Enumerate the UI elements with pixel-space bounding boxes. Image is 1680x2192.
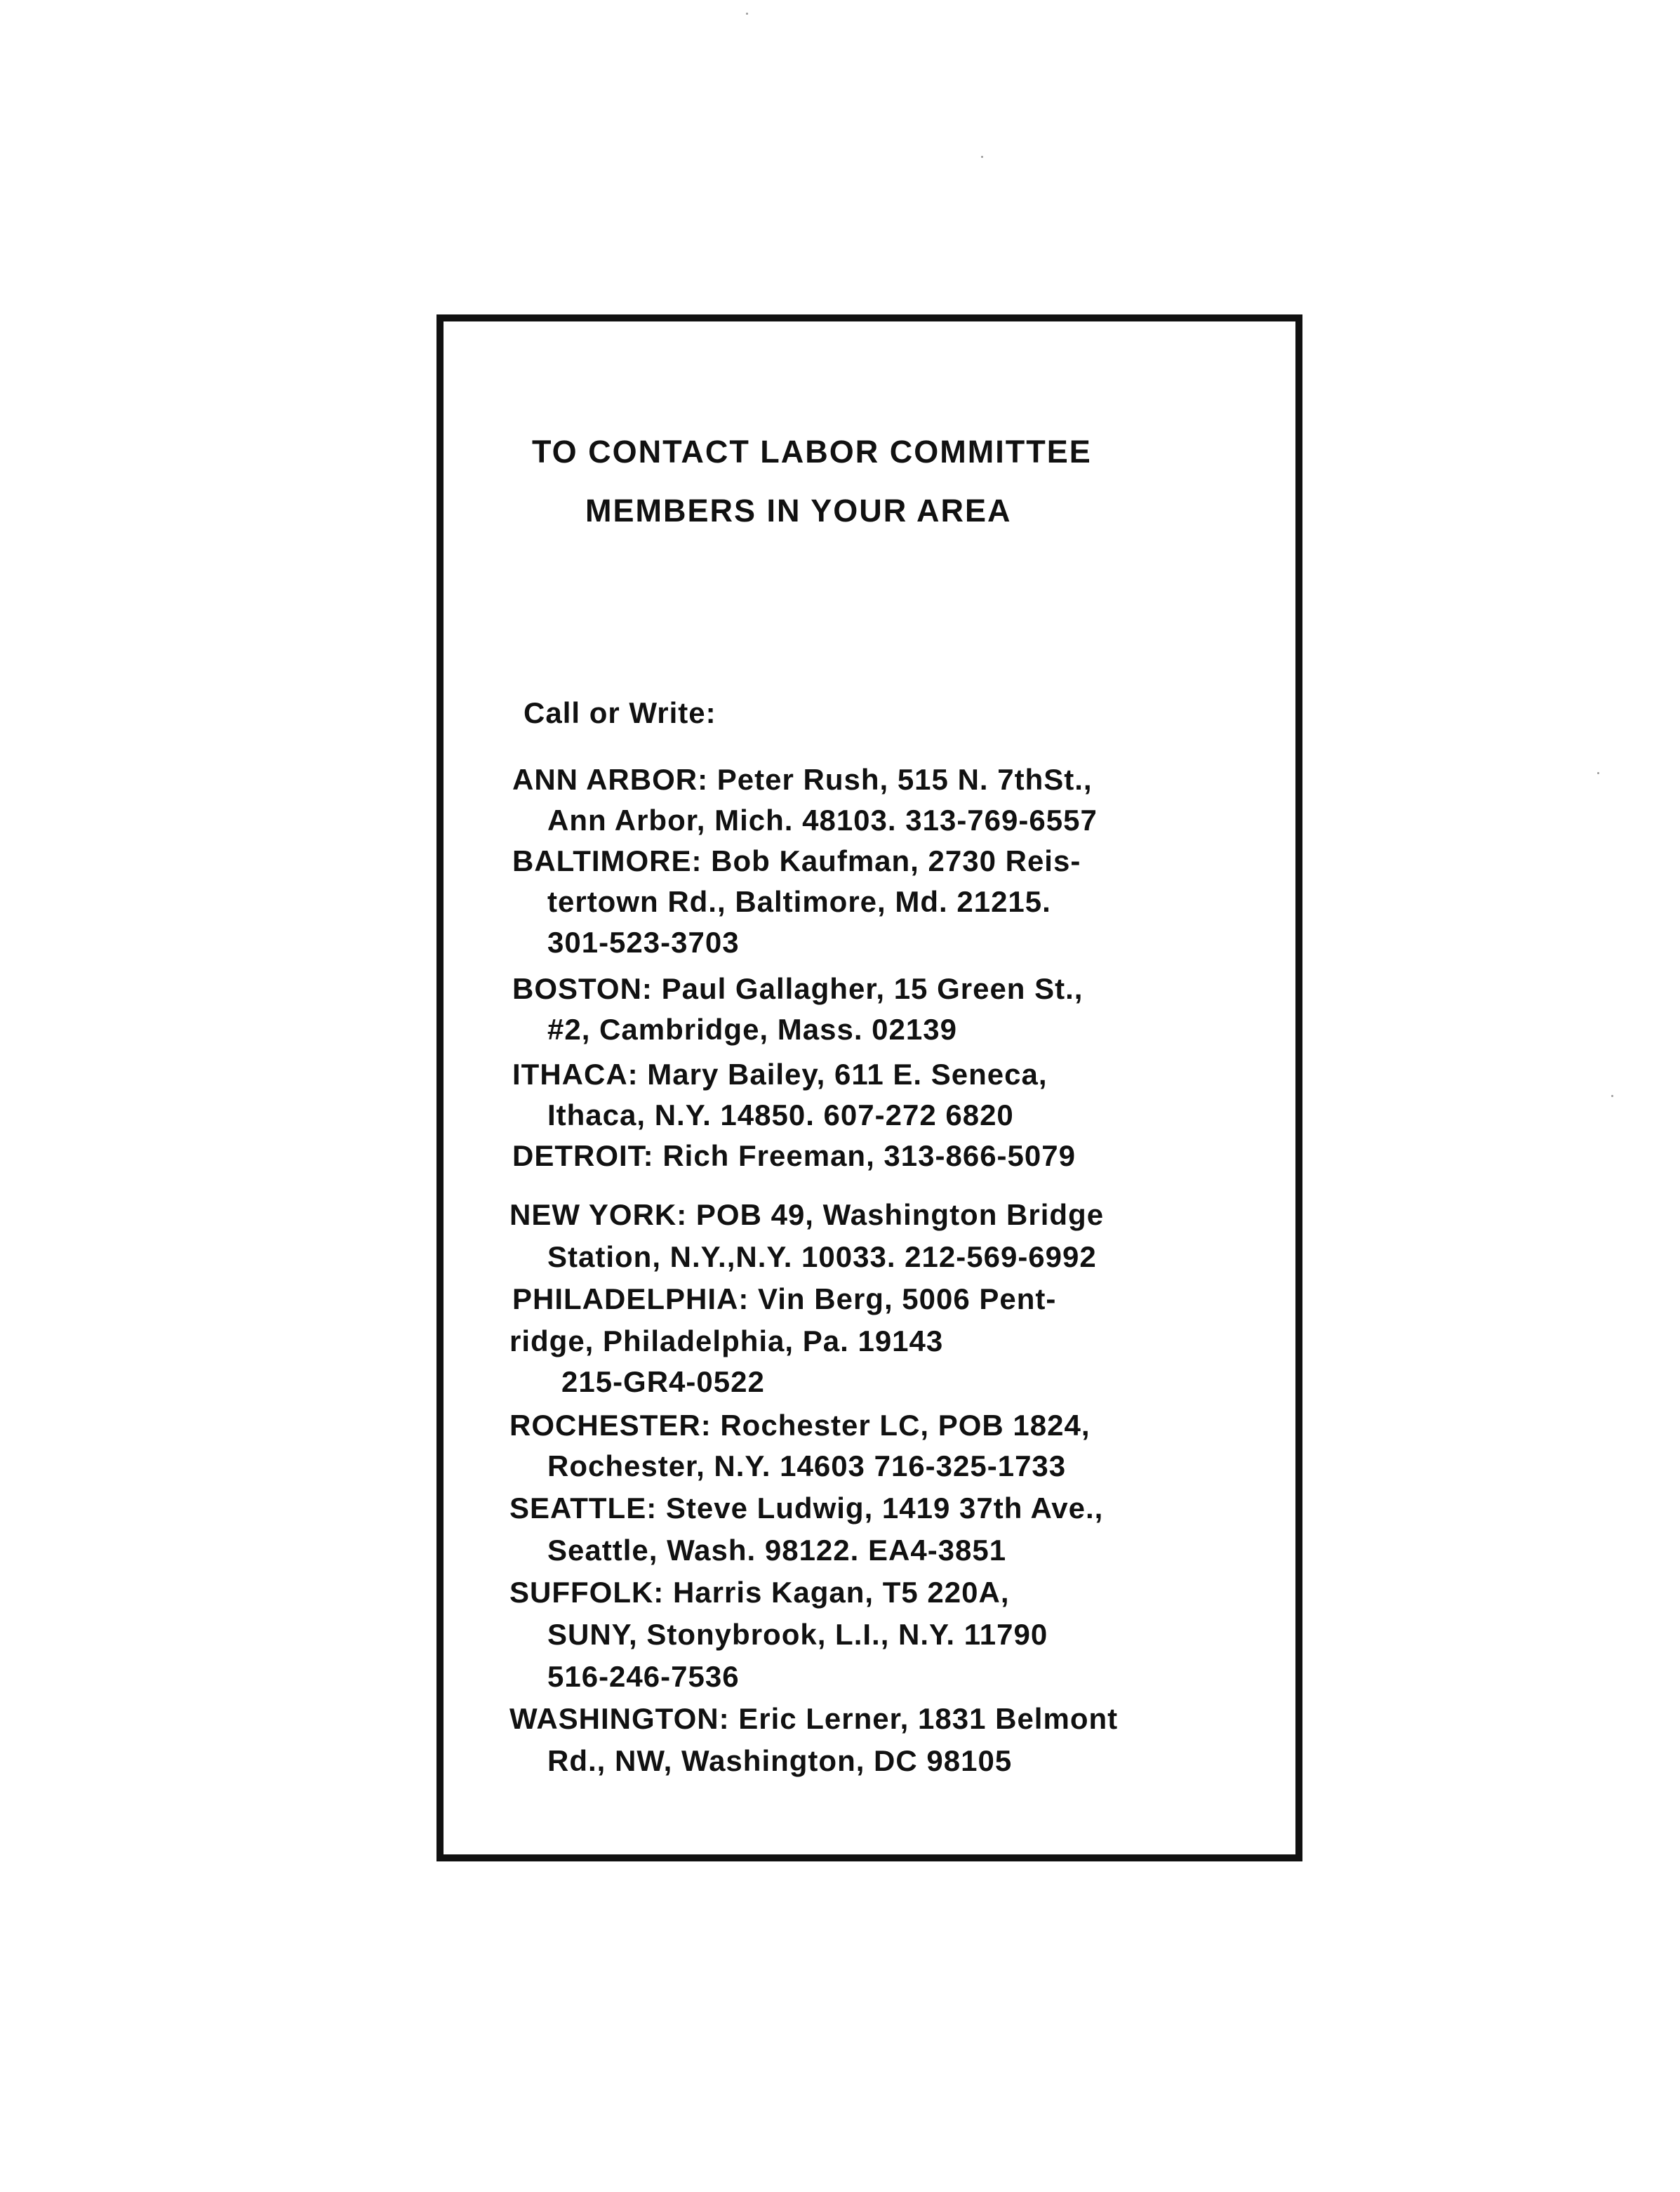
contact-line: ITHACA: Mary Bailey, 611 E. Seneca, [512, 1058, 1048, 1091]
contact-line: ANN ARBOR: Peter Rush, 515 N. 7thSt., [512, 763, 1093, 796]
contact-line: SEATTLE: Steve Ludwig, 1419 37th Ave., [509, 1492, 1104, 1525]
heading-line-1: TO CONTACT LABOR COMMITTEE [532, 434, 1092, 470]
contact-line: Rd., NW, Washington, DC 98105 [547, 1744, 1013, 1777]
contact-line: Ann Arbor, Mich. 48103. 313-769-6557 [547, 804, 1098, 837]
contact-line: ROCHESTER: Rochester LC, POB 1824, [509, 1409, 1091, 1442]
contact-line: 516-246-7536 [547, 1660, 740, 1693]
contact-line: SUNY, Stonybrook, L.I., N.Y. 11790 [547, 1618, 1048, 1651]
contact-line: BOSTON: Paul Gallagher, 15 Green St., [512, 972, 1084, 1005]
contact-line: 215-GR4-0522 [561, 1365, 765, 1398]
contact-line: #2, Cambridge, Mass. 02139 [547, 1013, 957, 1046]
contact-line: Station, N.Y.,N.Y. 10033. 212-569-6992 [547, 1240, 1097, 1273]
contact-line: BALTIMORE: Bob Kaufman, 2730 Reis- [512, 844, 1081, 877]
contact-line: tertown Rd., Baltimore, Md. 21215. [547, 885, 1051, 918]
contact-line: Rochester, N.Y. 14603 716-325-1733 [547, 1449, 1067, 1482]
contact-line: WASHINGTON: Eric Lerner, 1831 Belmont [509, 1702, 1119, 1735]
contact-line: ridge, Philadelphia, Pa. 19143 [509, 1324, 944, 1357]
heading-line-2: MEMBERS IN YOUR AREA [585, 493, 1012, 529]
contact-line: DETROIT: Rich Freeman, 313-866-5079 [512, 1139, 1076, 1172]
contact-line: Seattle, Wash. 98122. EA4-3851 [547, 1534, 1007, 1567]
call-or-write: Call or Write: [524, 696, 716, 729]
contact-line: Ithaca, N.Y. 14850. 607-272 6820 [547, 1098, 1014, 1131]
contact-line: PHILADELPHIA: Vin Berg, 5006 Pent- [512, 1282, 1057, 1315]
contact-line: SUFFOLK: Harris Kagan, T5 220A, [509, 1576, 1010, 1609]
contact-line: NEW YORK: POB 49, Washington Bridge [509, 1198, 1105, 1231]
contact-line: 301-523-3703 [547, 926, 740, 959]
